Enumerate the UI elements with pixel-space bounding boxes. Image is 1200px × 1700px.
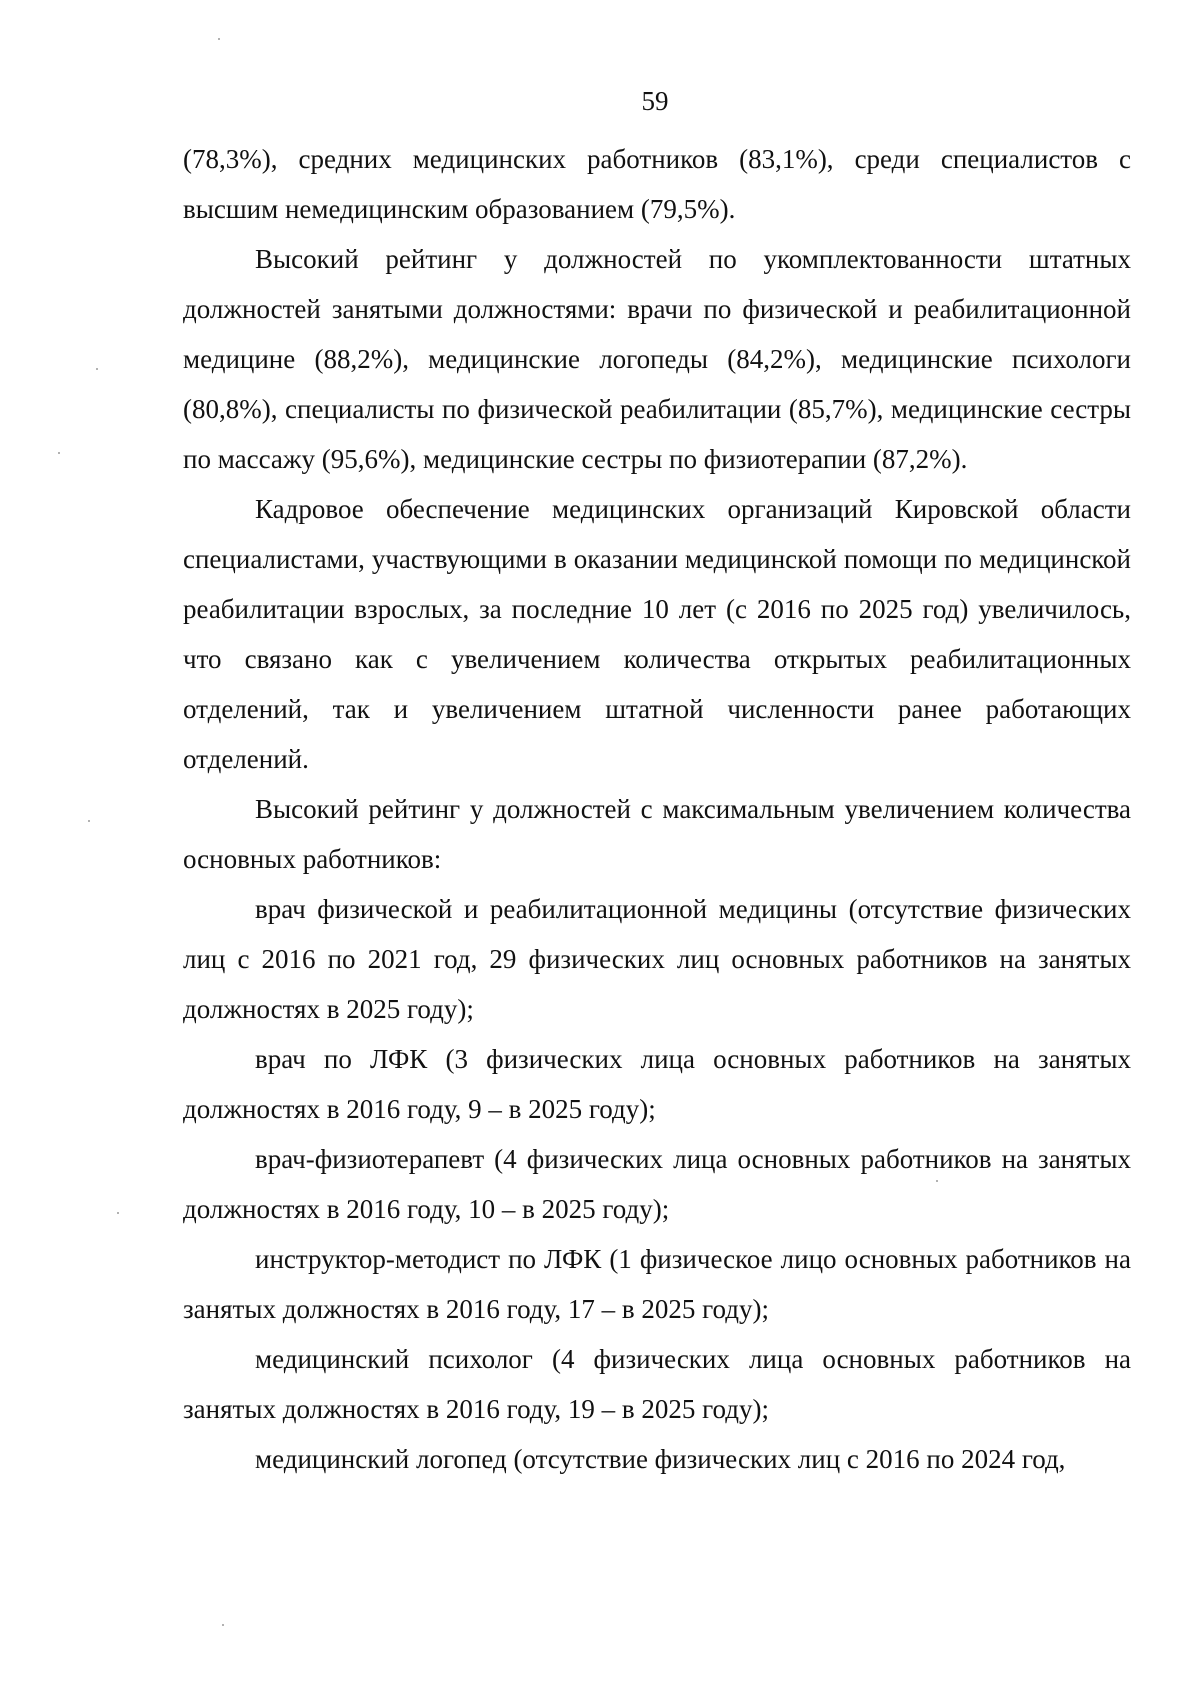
page-number: 59: [641, 86, 669, 116]
scan-speck: [936, 1180, 938, 1182]
list-item-lfk-instructor: инструктор-методист по ЛФК (1 физическое лицо основных работников на занятых должностях в 2016 году, 17 – в 2025 году);: [183, 1244, 1131, 1324]
list-item-physiotherapist: врач-физиотерапевт (4 физических лица основных работников на занятых должностях в 2016 году, 10 – в 2025 году);: [183, 1144, 1131, 1224]
list-item-psychologist: медицинский психолог (4 физических лица основных работников на занятых должностях в 2016 году, 19 – в 2025 году);: [183, 1344, 1131, 1424]
scan-speck: [96, 368, 98, 370]
scan-speck: [218, 38, 220, 40]
paragraph-max-increase-intro: Высокий рейтинг у должностей с максимальным увеличением количества основных работников:: [183, 794, 1131, 874]
document-body: [183, 134, 1131, 1484]
paragraph-staffing-rating: Высокий рейтинг у должностей по укомплектованности штатных должностей занятыми должностями: врачи по физической и реабилитационной медицине (88,2%), медицинские логопеды (84,2%), медицинские психологи (80,8%), специалисты по физической реабилитации (85,7%), медицинские сестры по массажу (95,6%), медицинские сестры по физиотерапии (87,2%).: [183, 244, 1131, 474]
paragraph-continuation: (78,3%), средних медицинских работников (83,1%), среди специалистов с высшим немедицинским образованием (79,5%).: [183, 144, 1131, 224]
scan-speck: [222, 1624, 224, 1626]
list-item-speech-therapist: медицинский логопед (отсутствие физических лиц с 2016 по 2024 год,: [255, 1444, 1066, 1474]
scan-speck: [58, 452, 60, 454]
scan-speck: [88, 820, 90, 822]
paragraph-staffing-growth: Кадровое обеспечение медицинских организаций Кировской области специалистами, участвующими в оказании медицинской помощи по медицинской реабилитации взрослых, за последние 10 лет (с 2016 по 2025 год) увеличилось, что связано как с увеличением количества открытых реабилитационных отделений, так и увеличением штатной численности ранее работающих отделений.: [183, 494, 1131, 774]
scan-speck: [117, 1212, 119, 1214]
list-item-lfk-physician: врач по ЛФК (3 физических лица основных работников на занятых должностях в 2016 году, 9 – в 2025 году);: [183, 1044, 1131, 1124]
list-item-rehab-physician: врач физической и реабилитационной медицины (отсутствие физических лиц с 2016 по 2021 год, 29 физических лиц основных работников на занятых должностях в 2025 году);: [183, 894, 1131, 1024]
